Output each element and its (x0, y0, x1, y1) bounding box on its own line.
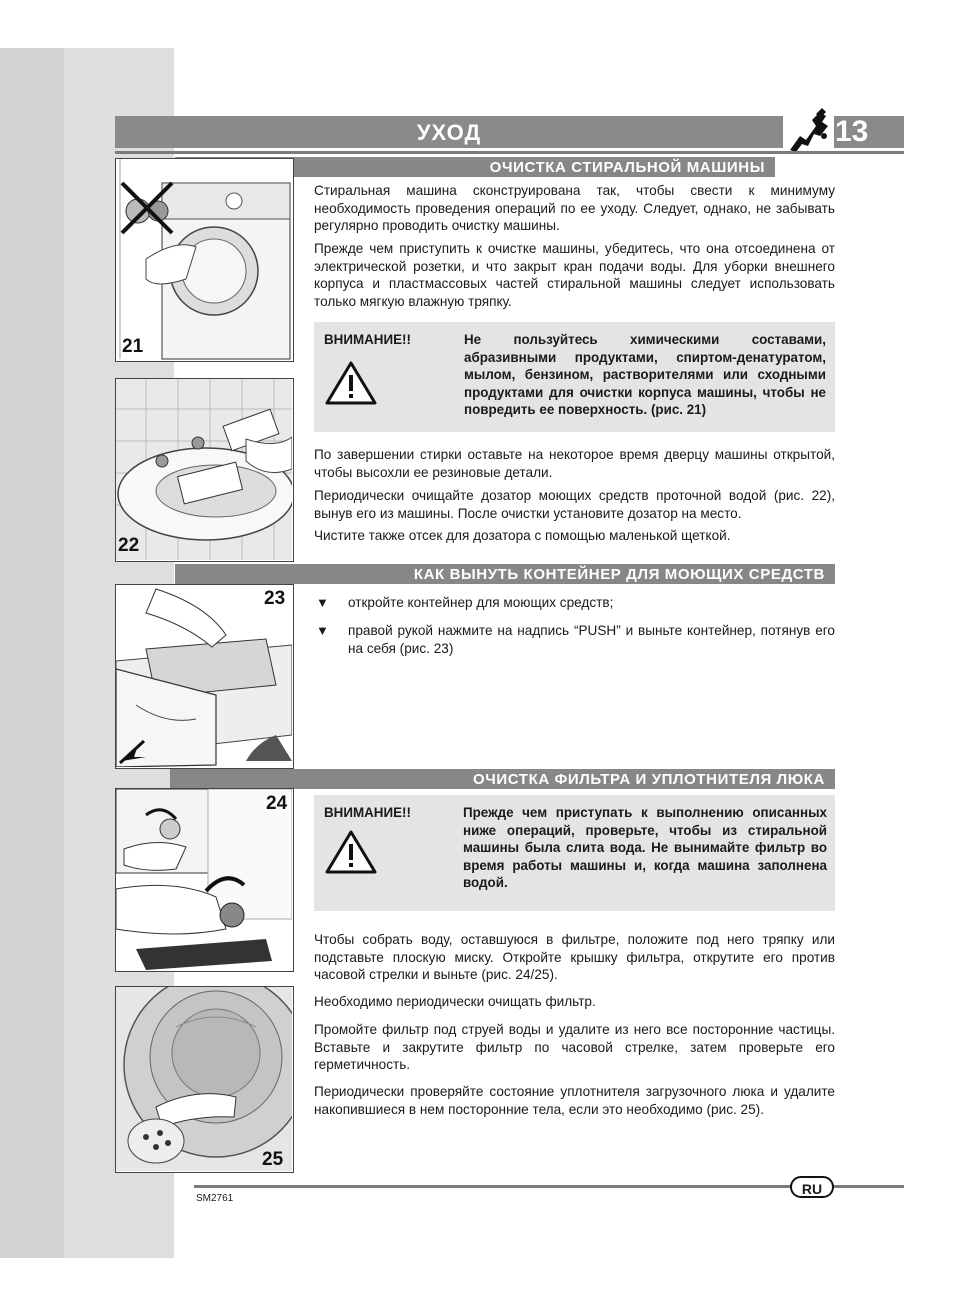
figure-24 (115, 788, 294, 972)
section-title-filter: ОЧИСТКА ФИЛЬТРА И УПЛОТНИТЕЛЯ ЛЮКА (170, 769, 835, 789)
document-code: SM2761 (196, 1193, 234, 1204)
warning-text: Прежде чем приступать к выполнению описанных ниже операций, проверьте, чтобы из стиральной машины была слита вода. Не вынимайте фильтр во время работы машины и, когда машина заполнена водой. (463, 805, 827, 890)
paragraph: Стиральная машина сконструирована так, чтобы свести к минимуму необходимость проведения операций по ее уходу. Следует, однако, не забывать регулярно проводить очистку машины. (314, 183, 835, 234)
warning-triangle-icon (324, 829, 378, 875)
figure-25 (115, 986, 294, 1173)
list-item: откройте контейнер для моющих средств; (348, 595, 614, 610)
paragraph: Промойте фильтр под струей воды и удалите из него все посторонние частицы. Вставьте и закрутите фильтр по часовой стрелке, затем проверьте его герметичность. (314, 1022, 835, 1073)
paragraph: Периодически проверяйте состояние уплотнителя загрузочного люка и удалите накопившиеся в нем посторонние тела, если это необходимо (рис. 25). (314, 1084, 835, 1117)
language-badge: RU (790, 1176, 834, 1198)
paragraph: Периодически очищайте дозатор моющих средств проточной водой (рис. 22), вынув его из машины. После очистки установите дозатор на место. (314, 488, 835, 521)
filter-removal-illustration (116, 789, 292, 970)
figure-24-number: 24 (266, 793, 288, 814)
door-seal-illustration (116, 987, 292, 1171)
warning-label: ВНИМАНИЕ!! (324, 332, 411, 347)
page-number: 13 (835, 115, 869, 148)
paragraph: Прежде чем приступить к очистке машины, убедитесь, что она отсоединена от электрической розетки, и что закрыт кран подачи воды. Для уборки внешнего корпуса и пластмассовых частей стиральной машины следует использовать только мягкую влажную тряпку. (314, 241, 835, 309)
title-rule (115, 151, 904, 154)
paragraph: Необходимо периодически очищать фильтр. (314, 994, 596, 1009)
bullet-triangle-icon: ▼ (316, 595, 329, 610)
figure-25-number: 25 (262, 1149, 284, 1170)
warning-box (314, 322, 835, 432)
figure-22 (115, 378, 294, 562)
container-removal-illustration (116, 585, 292, 767)
figure-21 (115, 158, 294, 362)
tool-hand-icon (786, 106, 834, 156)
paragraph: Чтобы собрать воду, оставшуюся в фильтре, положите под него тряпку или подставьте плоскую миску. Откройте крышку фильтра, открутите его против часовой стрелки и выньте (рис. 24/25). (314, 932, 835, 983)
figure-23 (115, 584, 294, 769)
warning-label: ВНИМАНИЕ!! (324, 805, 411, 820)
warning-text: Не пользуйтесь химическими составами, абразивными продуктами, спиртом-денатуратом, мылом, бензином, растворителями или сходными продуктами для очистки корпуса машины, чтобы не повредить ее поверхность. (рис. 21) (464, 332, 826, 417)
left-margin-band (0, 48, 64, 1258)
warning-triangle-icon (324, 360, 378, 406)
page-title: УХОД (115, 116, 783, 148)
figure-23-number: 23 (264, 588, 286, 609)
paragraph: По завершении стирки оставьте на некоторое время дверцу машины открытой, чтобы высохли ее резиновые детали. (314, 447, 835, 480)
figure-22-number: 22 (118, 535, 140, 556)
warning-box (314, 795, 835, 911)
washing-machine-illustration (116, 159, 292, 360)
bullet-triangle-icon: ▼ (316, 623, 329, 638)
section-title-container: КАК ВЫНУТЬ КОНТЕЙНЕР ДЛЯ МОЮЩИХ СРЕДСТВ (175, 564, 835, 584)
list-item: правой рукой нажмите на надпись “PUSH” и выньте контейнер, потянув его на себя (рис. 23) (348, 623, 835, 656)
sink-dispenser-illustration (116, 379, 292, 560)
paragraph: Чистите также отсек для дозатора с помощью маленькой щеткой. (314, 528, 731, 543)
figure-21-number: 21 (122, 336, 144, 357)
section-title-cleaning: ОЧИСТКА СТИРАЛЬНОЙ МАШИНЫ (175, 157, 775, 177)
